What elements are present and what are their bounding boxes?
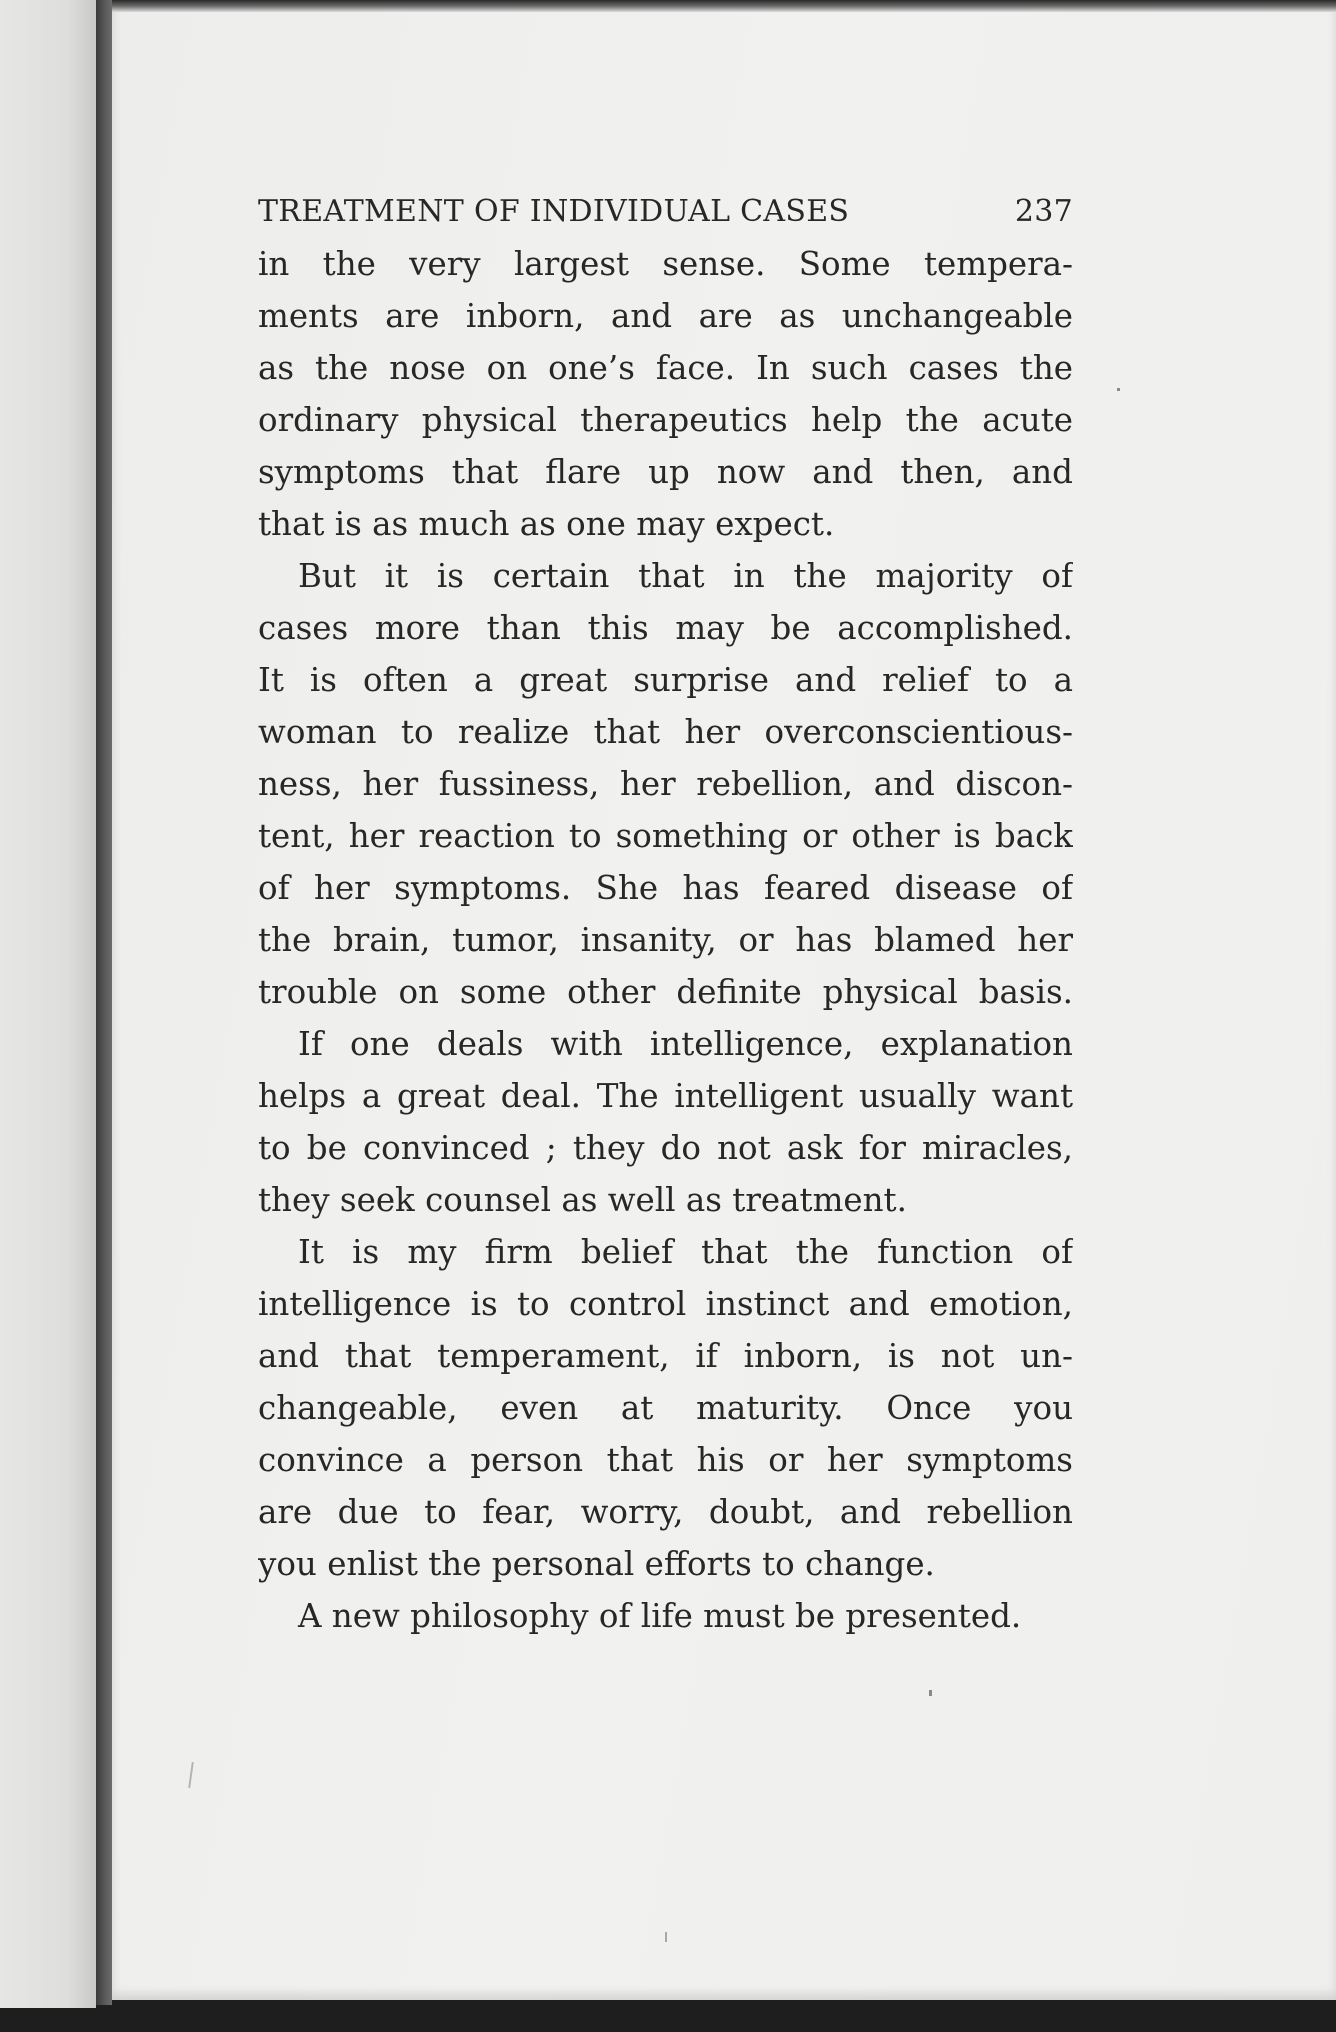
text-line: as the nose on one’s face. In such cases the xyxy=(258,349,1073,387)
left-page-edge xyxy=(0,0,96,2008)
text-line: and that temperament, if inborn, is not un- xyxy=(258,1337,1073,1375)
scan-speck xyxy=(665,1932,667,1942)
text-line: the brain, tumor, insanity, or has blamed her xyxy=(258,921,1073,959)
page-number: 237 xyxy=(1014,194,1073,229)
text-line: they seek counsel as well as treatment. xyxy=(258,1181,907,1219)
text-line: changeable, even at maturity. Once you xyxy=(258,1389,1073,1427)
text-line: to be convinced ; they do not ask for miracles, xyxy=(258,1129,1073,1167)
text-line: you enlist the personal efforts to change. xyxy=(258,1545,935,1583)
book-spine xyxy=(96,0,112,2005)
text-line: of her symptoms. She has feared disease of xyxy=(258,869,1073,907)
text-line: symptoms that flare up now and then, and xyxy=(258,453,1073,491)
text-line: intelligence is to control instinct and emotion, xyxy=(258,1285,1073,1323)
text-line: trouble on some other definite physical basis. xyxy=(258,973,1073,1011)
text-line: in the very largest sense. Some tempera- xyxy=(258,245,1073,283)
text-line: It is often a great surprise and relief to a xyxy=(258,661,1073,699)
scan-speck xyxy=(1117,388,1120,391)
text-line: woman to realize that her overconscientious- xyxy=(258,713,1073,751)
text-line: convince a person that his or her symptoms xyxy=(258,1441,1073,1479)
running-title: TREATMENT OF INDIVIDUAL CASES xyxy=(258,194,850,229)
page-text xyxy=(258,186,1073,1642)
text-line: ments are inborn, and are as unchangeable xyxy=(258,297,1073,335)
paragraph-start-line: If one deals with intelligence, explanation xyxy=(298,1025,1073,1063)
scan-speck xyxy=(929,1690,932,1696)
text-line: tent, her reaction to something or other is back xyxy=(258,817,1073,855)
running-header xyxy=(258,186,1073,238)
text-line: are due to fear, worry, doubt, and rebellion xyxy=(258,1493,1073,1531)
paragraph-start-line: A new philosophy of life must be presented. xyxy=(298,1597,1022,1635)
paragraph-start-line: But it is certain that in the majority of xyxy=(298,557,1073,595)
text-line: ordinary physical therapeutics help the acute xyxy=(258,401,1073,439)
paragraph-start-line: It is my firm belief that the function of xyxy=(298,1233,1073,1271)
text-line: that is as much as one may expect. xyxy=(258,505,835,543)
text-line: helps a great deal. The intelligent usually want xyxy=(258,1077,1073,1115)
top-edge-shadow xyxy=(112,0,1336,12)
text-line: ness, her fussiness, her rebellion, and discon- xyxy=(258,765,1073,803)
text-line: cases more than this may be accomplished. xyxy=(258,609,1073,647)
